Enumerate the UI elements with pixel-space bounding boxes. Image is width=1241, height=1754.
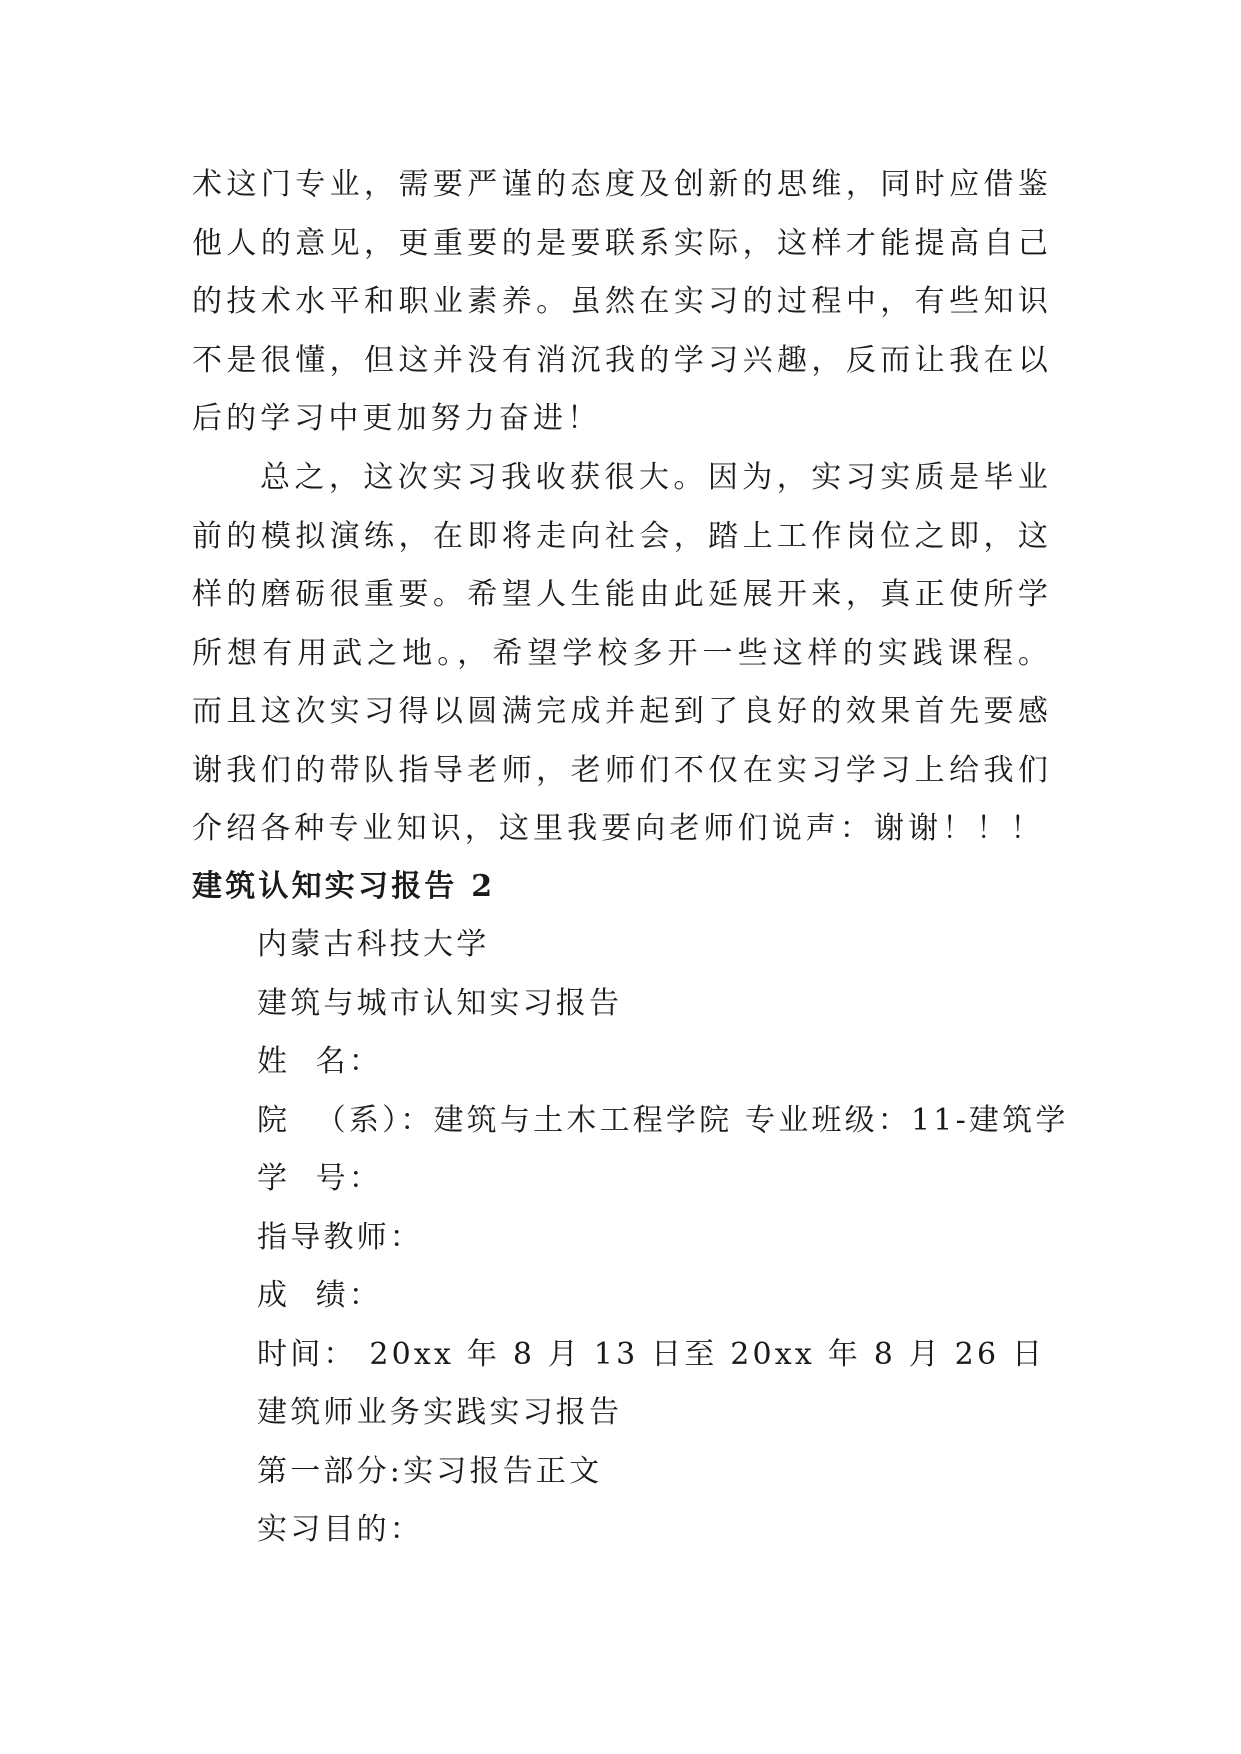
- university-name: 内蒙古科技大学: [257, 927, 490, 962]
- part-one-heading: 第一部分:实习报告正文: [257, 1453, 603, 1489]
- student-id-field: 学 号：: [257, 1161, 383, 1196]
- report-cover-lines: [257, 916, 1069, 1560]
- grade-field: 成 绩：: [257, 1278, 383, 1313]
- subtitle: 建筑师业务实践实习报告: [257, 1395, 623, 1430]
- report-title: 建筑与城市认知实习报告: [257, 985, 623, 1021]
- date-range: 时间： 20xx 年 8 月 13 日至 20xx 年 8 月 26 日: [257, 1336, 1046, 1372]
- internship-purpose-heading: 实习目的：: [257, 1512, 423, 1547]
- name-field: 姓 名：: [257, 1044, 383, 1079]
- body-paragraph-2: 总之，这次实习我收获很大。因为，实习实质是毕业前的模拟演练，在即将走向社会，踏上工作岗位之即，这样的磨砺很重要。希望人生能由此延展开来，真正使所学所想有用武之地。，希望学校多开一些这样的实践课程。而且这次实习得以圆满完成并起到了良好的效果首先要感谢我们的带队指导老师，老师们不仅在实习学习上给我们介绍各种专业知识，这里我要向老师们说声：谢谢！！！: [192, 460, 1052, 846]
- advisor-field: 指导教师：: [257, 1219, 423, 1255]
- department-field: 院 （系）：建筑与土木工程学院 专业班级：11-建筑学: [257, 1102, 1069, 1138]
- body-paragraph-1: 术这门专业，需要严谨的态度及创新的思维，同时应借鉴他人的意见，更重要的是要联系实际，这样才能提高自己的技术水平和职业素养。虽然在实习的过程中，有些知识不是很懂，但这并没有消沉我的学习兴趣，反而让我在以后的学习中更加努力奋进！: [192, 167, 1052, 436]
- section-heading: 建筑认知实习报告 2: [192, 869, 496, 904]
